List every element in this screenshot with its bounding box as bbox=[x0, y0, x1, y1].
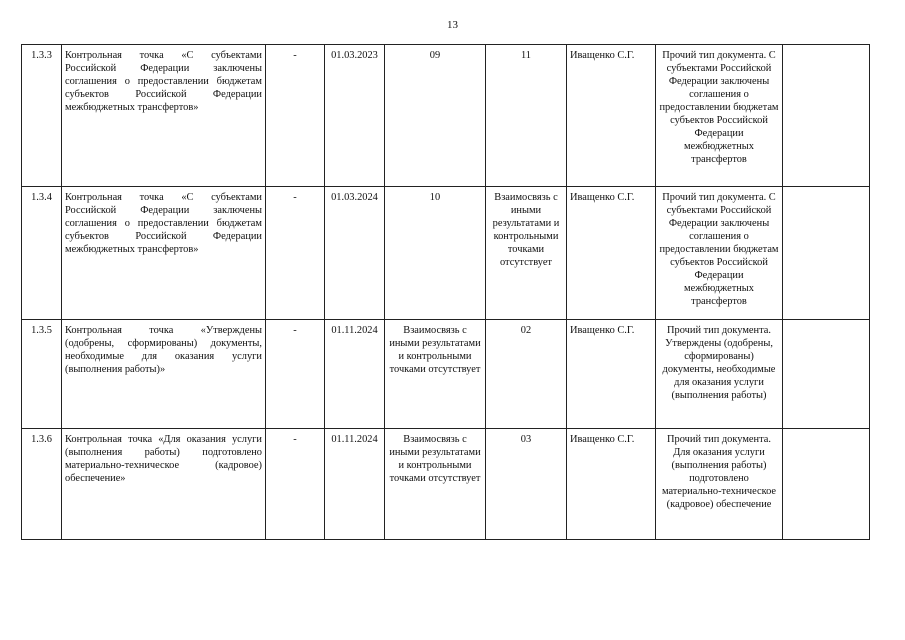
successor-cell: 02 bbox=[486, 320, 567, 429]
row-number: 1.3.5 bbox=[22, 320, 62, 429]
successor-cell: Взаимосвязь с иными результатами и контрольными точками отсутствует bbox=[486, 187, 567, 320]
page-number: 13 bbox=[447, 19, 458, 31]
responsible-person: Иващенко С.Г. bbox=[567, 429, 656, 540]
predecessor-cell: Взаимосвязь с иными результатами и контрольными точками отсутствует bbox=[385, 320, 486, 429]
successor-cell: 03 bbox=[486, 429, 567, 540]
table-row bbox=[22, 429, 870, 540]
document-type: Прочий тип документа. Утверждены (одобрены, сформированы) документы, необходимые для оказания услуги (выполнения работы) bbox=[656, 320, 783, 429]
successor-cell: 11 bbox=[486, 45, 567, 187]
empty-cell bbox=[783, 187, 870, 320]
responsible-person: Иващенко С.Г. bbox=[567, 187, 656, 320]
document-type: Прочий тип документа. С субъектами Российской Федерации заключены соглашения о предоставлении бюджетам субъектов Российской Федерации межбюджетных трансфертов bbox=[656, 187, 783, 320]
base-value: - bbox=[266, 187, 325, 320]
control-point-name: Контрольная точка «С субъектами Российской Федерации заключены соглашения о предоставлении бюджетам субъектов Российской Федерации межбюджетных трансфертов» bbox=[62, 45, 266, 187]
base-value: - bbox=[266, 45, 325, 187]
empty-cell bbox=[783, 320, 870, 429]
predecessor-cell: 09 bbox=[385, 45, 486, 187]
due-date: 01.11.2024 bbox=[325, 429, 385, 540]
table-row bbox=[22, 187, 870, 320]
row-number: 1.3.6 bbox=[22, 429, 62, 540]
responsible-person: Иващенко С.Г. bbox=[567, 45, 656, 187]
empty-cell bbox=[783, 45, 870, 187]
table-row bbox=[22, 320, 870, 429]
control-point-name: Контрольная точка «С субъектами Российской Федерации заключены соглашения о предоставлении бюджетам субъектов Российской Федерации межбюджетных трансфертов» bbox=[62, 187, 266, 320]
due-date: 01.03.2024 bbox=[325, 187, 385, 320]
predecessor-cell: 10 bbox=[385, 187, 486, 320]
control-points-table bbox=[21, 44, 870, 540]
base-value: - bbox=[266, 320, 325, 429]
predecessor-cell: Взаимосвязь с иными результатами и контрольными точками отсутствует bbox=[385, 429, 486, 540]
empty-cell bbox=[783, 429, 870, 540]
responsible-person: Иващенко С.Г. bbox=[567, 320, 656, 429]
document-type: Прочий тип документа. С субъектами Российской Федерации заключены соглашения о предоставлении бюджетам субъектов Российской Федерации межбюджетных трансфертов bbox=[656, 45, 783, 187]
due-date: 01.11.2024 bbox=[325, 320, 385, 429]
row-number: 1.3.4 bbox=[22, 187, 62, 320]
table-row bbox=[22, 45, 870, 187]
document-type: Прочий тип документа. Для оказания услуги (выполнения работы) подготовлено материально-техническое (кадровое) обеспечение bbox=[656, 429, 783, 540]
row-number: 1.3.3 bbox=[22, 45, 62, 187]
control-point-name: Контрольная точка «Утверждены (одобрены, сформированы) документы, необходимые для оказания услуги (выполнения работы)» bbox=[62, 320, 266, 429]
due-date: 01.03.2023 bbox=[325, 45, 385, 187]
base-value: - bbox=[266, 429, 325, 540]
control-point-name: Контрольная точка «Для оказания услуги (выполнения работы) подготовлено материально-техническое (кадровое) обеспечение» bbox=[62, 429, 266, 540]
